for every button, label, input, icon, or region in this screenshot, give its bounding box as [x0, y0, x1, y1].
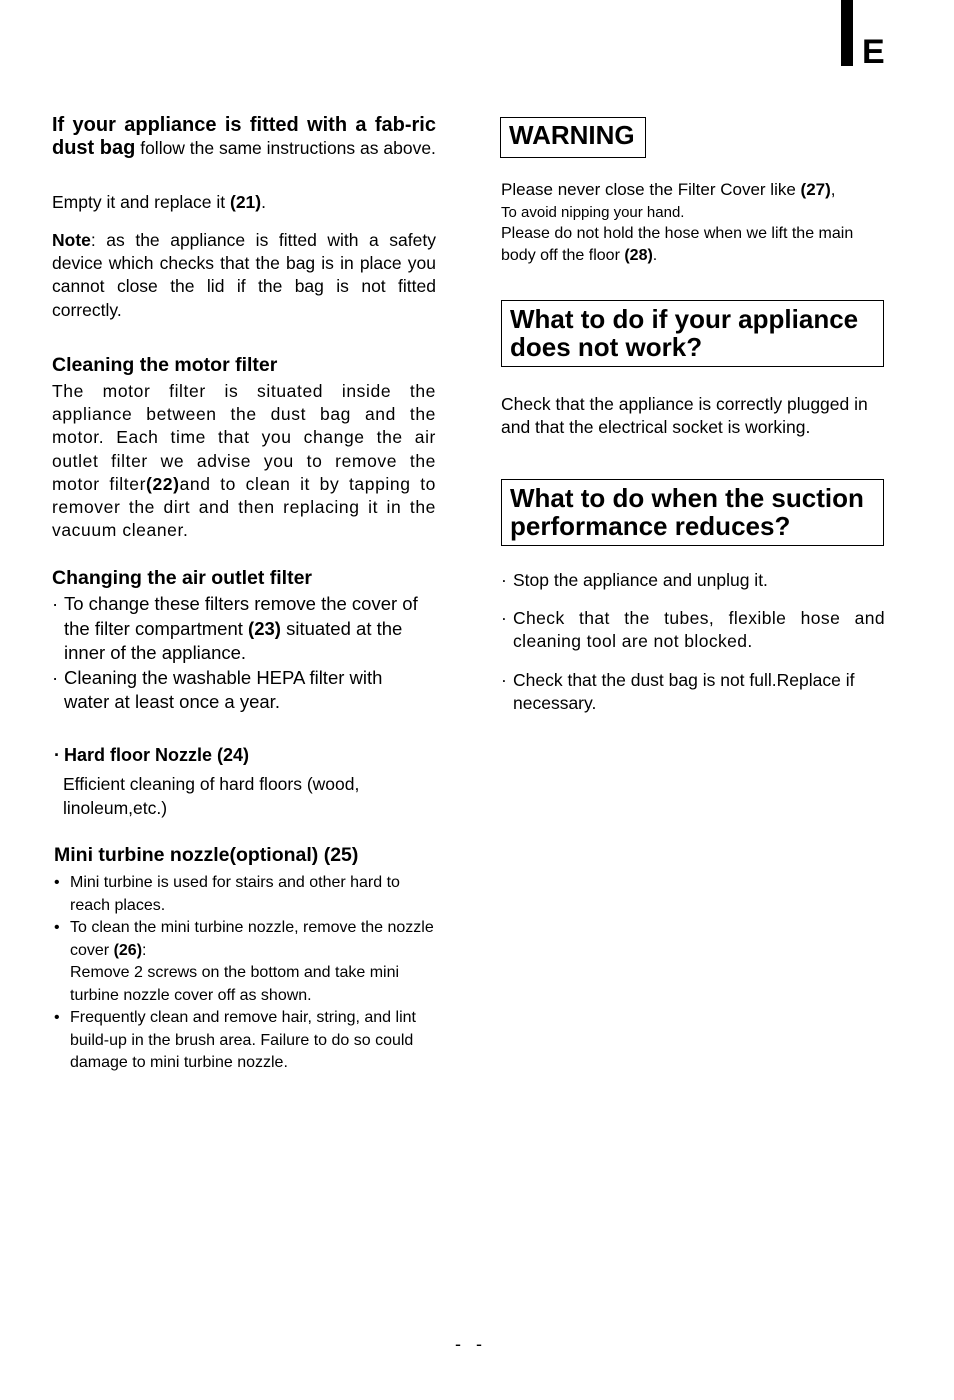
- list-item: · To change these filters remove the cover of the filter compartment (23) situated at the inner of the appliance.: [52, 593, 418, 663]
- page-number-placeholder: - -: [455, 1334, 482, 1354]
- figure-ref-26: (26): [113, 941, 143, 959]
- period: .: [261, 192, 266, 212]
- motor-filter-text: The motor filter is situated inside the appliance between the dust bag and the motor. Each time that you change the air outlet filter we advise you to remove the motor filter: [52, 381, 436, 494]
- mini-turbine-bullet-3: Frequently clean and remove hair, string, and lint build-up in the brush area. Failure to do so could damage to mini turbine nozzle.: [70, 1009, 416, 1071]
- list-item: · Cleaning the washable HEPA filter with water at least once a year.: [52, 666, 436, 715]
- warning-text-3: Please do not hold the hose when we lift the main body off the floor: [501, 225, 854, 264]
- warning-line-1: Please never close the Filter Cover like (27),: [501, 180, 836, 199]
- list-item: • Mini turbine is used for stairs and other hard to reach places.: [54, 872, 440, 917]
- suction-bullet-3: Check that the dust bag is not full.Replace if necessary.: [513, 669, 855, 713]
- fabric-bag-paragraph: [52, 114, 436, 160]
- language-letter: E: [862, 33, 885, 71]
- warning-heading: WARNING: [500, 117, 646, 158]
- list-item: · Check that the tubes, flexible hose and cleaning tool are not blocked.: [501, 607, 885, 653]
- list-item: · Check that the dust bag is not full.Replace if necessary.: [501, 669, 885, 715]
- list-item: • To clean the mini turbine nozzle, remove the nozzle cover (26): Remove 2 screws on the bottom and take mini turbine nozzle cover off as shown.: [54, 919, 434, 1004]
- empty-replace-text: Empty it and replace it: [52, 192, 230, 212]
- figure-ref-28: (28): [624, 247, 653, 264]
- mini-turbine-bullet-2: To clean the mini turbine nozzle, remove the nozzle cover: [70, 919, 434, 959]
- figure-ref-27: (27): [800, 180, 831, 199]
- warning-line-2: To avoid nipping your hand.: [501, 204, 685, 221]
- air-outlet-list: [52, 592, 436, 715]
- language-marker-bar: [841, 0, 853, 66]
- fabric-bag-text: follow the same instructions as above.: [135, 138, 436, 159]
- warning-text-1: Please never close the Filter Cover like: [501, 180, 801, 199]
- hard-floor-heading: Hard floor Nozzle (24): [64, 745, 250, 765]
- hard-floor-heading-row: · Hard floor Nozzle (24): [54, 745, 250, 765]
- list-item: · Stop the appliance and unplug it.: [501, 569, 885, 592]
- list-item: • Frequently clean and remove hair, string, and lint build-up in the brush area. Failure to do so could damage to mini turbine nozzle.: [54, 1007, 440, 1075]
- figure-ref-21: (21): [230, 192, 262, 212]
- air-outlet-bullet-1: To change these filters remove the cover of the filter compartment: [64, 593, 418, 639]
- note-paragraph: [52, 229, 436, 322]
- suction-list: [501, 569, 885, 715]
- suction-bullet-2: Check that the tubes, flexible hose and cleaning tool are not blocked.: [513, 608, 885, 652]
- mini-turbine-heading: Mini turbine nozzle(optional) (25): [54, 844, 359, 866]
- suction-bullet-1: Stop the appliance and unplug it.: [513, 570, 768, 590]
- hard-floor-text: Efficient cleaning of hard floors (wood, linoleum,etc.): [63, 774, 360, 818]
- fabric-bag-heading: If your appliance is fitted with a fab-ric dust bag: [52, 114, 436, 160]
- motor-filter-paragraph: [52, 380, 436, 542]
- suction-heading: What to do when the suction performance reduces?: [501, 479, 884, 546]
- motor-filter-text-end: and to clean it by tapping to remover the dirt and then replacing it in the vacuum cleaner.: [52, 473, 436, 541]
- note-text: : as the appliance is fitted with a safety device which checks that the bag is in place you cannot close the lid if the bag is not fitted correctly.: [52, 230, 436, 320]
- warning-line-3: Please do not hold the hose when we lift the main body off the floor (28).: [501, 225, 854, 264]
- motor-filter-heading: Cleaning the motor filter: [52, 354, 278, 376]
- figure-ref-22: (22): [146, 473, 180, 494]
- note-label: Note: [52, 230, 91, 250]
- not-work-text: Check that the appliance is correctly plugged in and that the electrical socket is working.: [501, 394, 868, 438]
- mini-turbine-screws-text: Remove 2 screws on the bottom and take mini turbine nozzle cover off as shown.: [70, 964, 400, 1004]
- figure-ref-23: (23): [248, 617, 281, 639]
- mini-turbine-list: [54, 872, 440, 1075]
- air-outlet-heading: Changing the air outlet filter: [52, 567, 313, 589]
- not-work-heading: What to do if your appliance does not work?: [501, 300, 884, 367]
- air-outlet-bullet-1-end: situated at the inner of the appliance.: [64, 617, 403, 663]
- empty-replace-line: [52, 191, 266, 214]
- mini-turbine-bullet-1: Mini turbine is used for stairs and other hard to reach places.: [70, 874, 400, 914]
- air-outlet-bullet-2: Cleaning the washable HEPA filter with water at least once a year.: [64, 666, 383, 712]
